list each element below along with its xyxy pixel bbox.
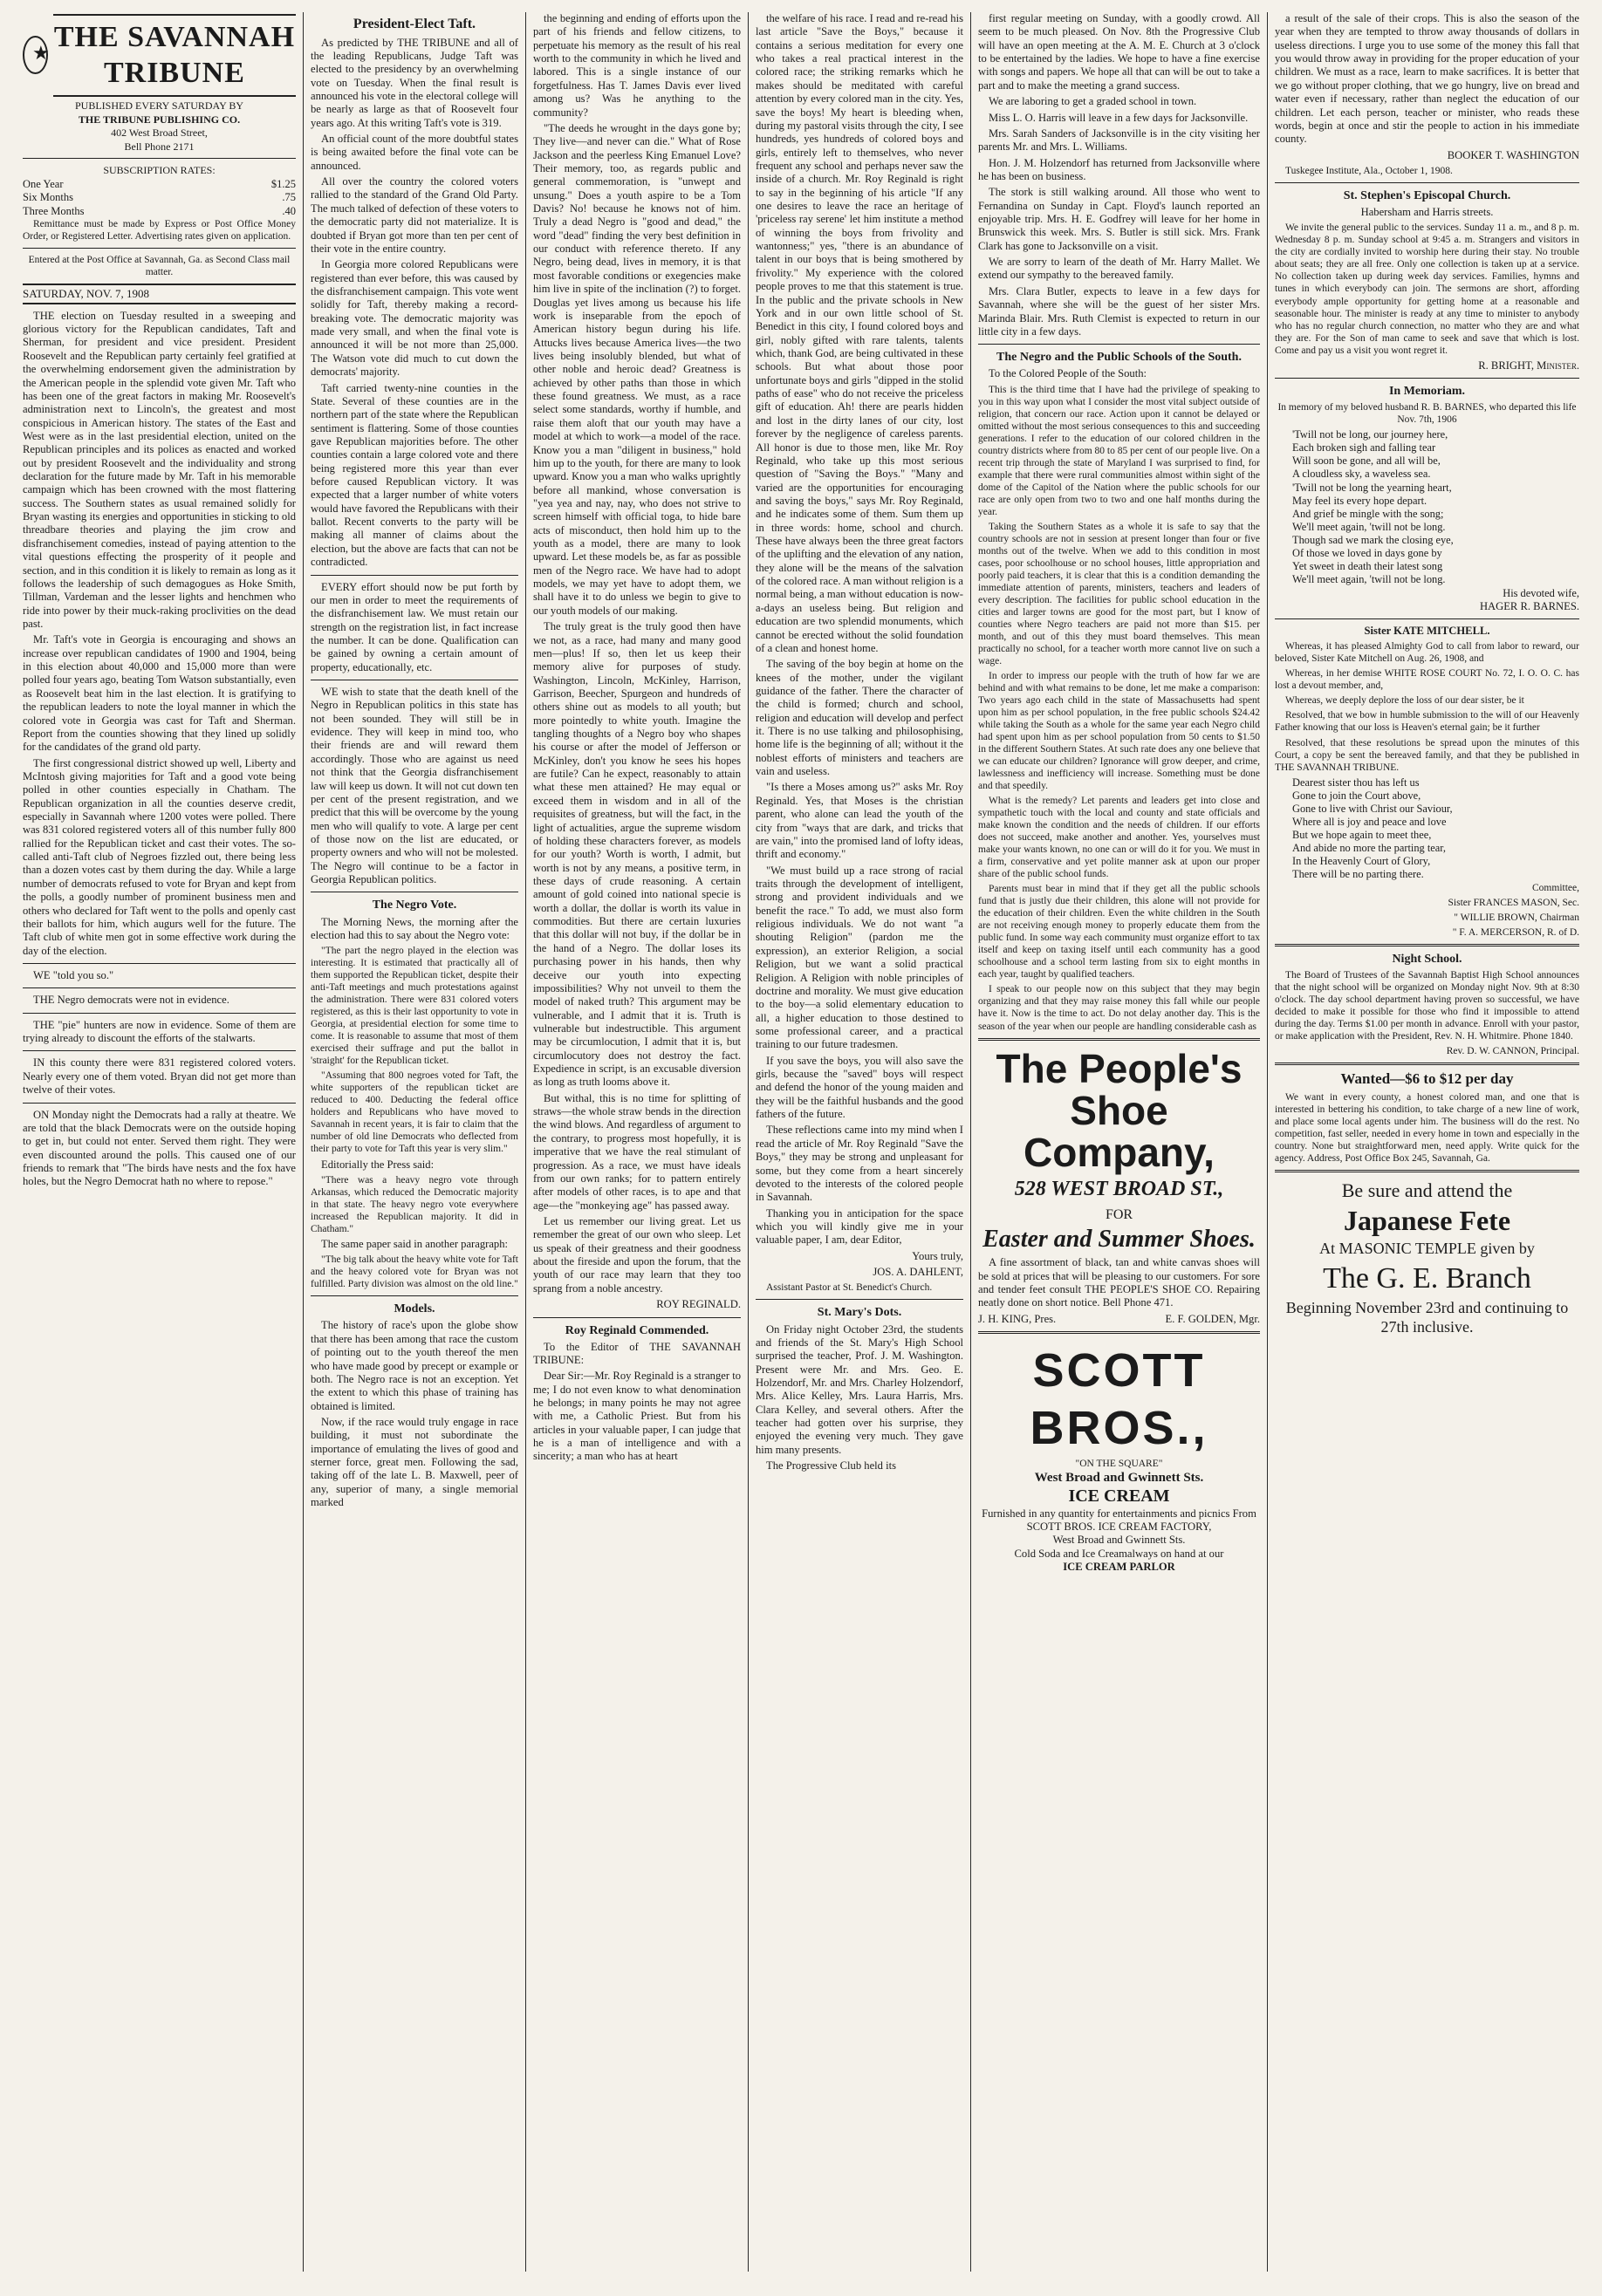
scott-bros-address-2: West Broad and Gwinnett Sts. — [1052, 1534, 1186, 1547]
shoe-company-officers: J. H. KING, Pres. E. F. GOLDEN, Mgr. — [978, 1312, 1260, 1325]
headline-negro-vote: The Negro Vote. — [372, 899, 457, 912]
editorial-para: THE election on Tuesday resulted in a sweeping and glorious victory for the Republican candidates, Taft and Sherman, for president and vice president. President Roosevelt and the Republican party certainly feel gratified at the overwhelming endorsement given the administration by the American people in the splendid vote given Mr. Taft who has been one of the great factors in making Mr. Roosevelt's administration next to Lincoln's, the greatest and most conspicious in American history. The states of the East and West were as in the last presidential election, united on the Republican principles and its polices as enacted and worked out by president Roosevelt and the individuality and strong declaration for the future made by Mr. Taft in his memorable campaign which has been crowned with the most flattering success. The Southern states as usual remained solidly for Bryan wasting its energies and opportunities in sticking to old threadbare theories and playing the jim crow and disfranchisement comedies, instead of paying attention to the vital questions effecting the prosperity of it people and section, and in this condition it is likely to remain as long as it follows the leadership of such demagogues as Hoke Smith, Tillman, Vardeman and the lesser lights and henchmen who ride into power by their muck-raking proclivities on the dead past. — [23, 309, 296, 630]
article-para: Dear Sir:—Mr. Roy Reginald is a stranger to me; I do not even know to what denomination he belongs; in many points he may not agree with me, a Catholic Priest. But from his articles in your valuable paper, I can judge that he is a man of intelligence and with a sincerity; a man who has at heart — [533, 1370, 741, 1463]
article-para: We are sorry to learn of the death of Mr. Harry Mallet. We extend our sympathy to the bereaved family. — [978, 256, 1260, 282]
church-notice: We invite the general public to the services. Sunday 11 a. m., and 8 p. m. Wednesday 8 p. m. Sunday school at 9:45 a. m. Strangers and visitors in the city are cordially invited to worship here during their stay. No trouble about seats; they are all free. Only one collection is taken up at a service. No collection taken up during week day services. Families, hymns and tunes in which everybody can join. The sermons are short, affording everybody ample opportunity for getting home at a reasonable and seasonable hour. The minister is ready at any time to minister to anybody who has no regular church connection, no matter who they are and what they are. For the Son of man came to seek and save that which is lost. Come and pay us a visit you wont regret it. — [1275, 222, 1579, 356]
article-para: The Progressive Club held its — [766, 1459, 897, 1473]
column-6 — [1268, 12, 1586, 2272]
shoe-company-title: The People's Shoe Company, — [996, 1045, 1243, 1176]
remittance-note: Remittance must be made by Express or Post Office Money Order, or Registered Letter. Advertising rates given on application. — [23, 218, 296, 242]
article-para: All over the country the colored voters rallied to the standard of the Grand Old Party. The much talked of defection of these voters to the democratic party did not materialize. It is doubted if Bryan got more than ten per cent of their vote in the entire country. — [311, 175, 518, 255]
article-para: Taft carried twenty-nine counties in the State. Several of these counties are in the northern part of the state where the Republican sentiment is flattering. Some of those counties gave Republican majorities before. The other counties contain a large colored vote and there being registered more this year than ever before caused Republican victory. It was expected that a larger number of white voters would have favored the Republicans with their ballot. Recent converts to the party will be making all manner of claims about the election, but the above are facts that can not be contradicted. — [311, 381, 518, 569]
article-para: Editorially the Press said: — [321, 1158, 435, 1171]
article-para: "Is there a Moses among us?" asks Mr. Roy Reginald. Yes, that Moses is the christian parent, who alone can lead the youth of the city from "ways that are dark, and tricks that are vain," into the promised land of lofty ideas, thrift and economy." — [756, 781, 963, 861]
resolution-poem: Dearest sister thou has left us Gone to join the Court above, Gone to live with Christ our Saviour, Where all is joy and peace and love But we hope again to meet thee, And abide no more the parting tear, In the Heavenly Court of Glory, There will be no parting there. — [1292, 776, 1453, 881]
rate-row: One Year $1.25 — [23, 178, 296, 191]
signature-washington: BOOKER T. WASHINGTON — [1447, 148, 1579, 161]
article-quote: "There was a heavy negro vote through Arkansas, which reduced the Democratic majority in that state. The heavy negro vote everywhere increased the Republican majority. It did in Chatham." — [311, 1174, 518, 1234]
headline-models: Models. — [394, 1302, 435, 1316]
article-para: If you save the boys, you will also save the girls, because the "saved" boys will respect and defend the honor of the young maiden and they will be the faithful husbands and the good fathers of the future. — [756, 1054, 963, 1121]
article-para: As predicted by THE TRIBUNE and all of the leading Republicans, Judge Taft was elected to the presidency by an overwhelming vote on Tuesday. When the final result is announced his vote in the electoral college will be nearly as large as that of Roosevelt four years ago. At this writing Taft's vote is 319. — [311, 36, 518, 129]
article-para: What is the remedy? Let parents and leaders get into close and sympathetic touch with the local and county and state officials and make known the condition and the needs of children. If our efforts does not succeed, make another and another. Yes, yourselves must make your wants known, no one can or will do it for you. We must in a firm, conservative and yet polite manner ask at upon our proper share of the public school funds. — [978, 796, 1260, 880]
article-para: But withal, this is no time for splitting of straws—the whole straw bends in the direction the wind blows. And regardless of argument to the contrary, to progress most hopefully, it is imperative that we have the real stimulant of progression. As a race, we must have ideals from our own ranks; for to pattern entirely after models of other races, is to ape and that age—the "monkeying age" has passed away. — [533, 1091, 741, 1212]
article-para: The history of race's upon the globe show that there has been among that race the custom of pointing out to the youth thereof the men who have made good by precept or example or both. The Negro race is not an exception. Yet the extent to which this phase of training has obtained is limited. — [311, 1319, 518, 1412]
article-para: Thanking you in anticipation for the space which you will kindly give me in your valuable paper, I am, dear Editor, — [756, 1206, 963, 1247]
headline-president-elect: President-Elect Taft. — [353, 17, 476, 31]
article-para: On Friday night October 23rd, the students and friends of the St. Mary's High School surprised the teacher, Prof. J. M. Washington. Present were Mr. and Mrs. Geo. E. Holzendorf, Mr. and Mrs. Charley Holzendorf, Mrs. Alice Kelley, Mrs. Laura Harris, Mrs. Clara Kelley, and several others. After the teacher had gotten over his surprise, they enjoyed the evening very much. They gave him many presents. — [756, 1322, 963, 1456]
article-para: first regular meeting on Sunday, with a goodly crowd. All seem to be much pleased. On Nov. 8th the Progressive Club will have an open meeting at the A. M. E. Church at 3 o'clock to be entertained by the ladies. We hope to have a fine exercise with songs and papers. We hope all that can will be out to take a part and to make the meeting a grand success. — [978, 12, 1260, 92]
article-para: Hon. J. M. Holzendorf has returned from Jacksonville where he has been on business. — [978, 156, 1260, 182]
headline-kate-mitchell: Sister KATE MITCHELL. — [1364, 625, 1490, 638]
shoe-company-for: FOR — [1105, 1206, 1133, 1222]
night-school-notice: The Board of Trustees of the Savannah Baptist High School announces that the night school will be organized on Monday night Nov. 9th at 8:30 o'clock. The day school department having proven so successful, we have decided to make it possible for those who find it impossible to attend during the day. Terms $1.00 per month in advance. Enroll with your pastor, or make application with the President, Rev. N. H. Whitmire. Phone 1840. — [1275, 969, 1579, 1042]
article-para: EVERY effort should now be put forth by our men in order to meet the requirements of the disfranchisement law. We must retain our strength on the registration list, in fact increase the number. It can be done. Qualification can be gained by owning a certain amount of property, educationally, etc. — [311, 580, 518, 673]
letter-salutation: To the Colored People of the South: — [989, 367, 1147, 380]
masthead-published: PUBLISHED EVERY SATURDAY BY — [74, 99, 244, 112]
fete-title: Japanese Fete — [1343, 1205, 1511, 1237]
church-minister: R. BRIGHT, Minister. — [1478, 359, 1579, 372]
memoriam-poem: 'Twill not be long, our journey here, Each broken sigh and falling tear Will soon be gone, and all will be, A cloudless sky, a waveless sea. 'Twill not be long the yearning heart, May feel its every hope depart. And grief be mingle with the song; We'll meet again, 'twill not be long. Though sad we mark the closing eye, Of those we loved in days gone by Yet sweet in death their latest song We'll meet again, 'twill not be long. His devoted wife, — [1292, 428, 1579, 599]
article-para: Mrs. Sarah Sanders of Jacksonville is in the city visiting her parents Mr. and Mrs. L. Williams. — [978, 126, 1260, 154]
date-bar: SATURDAY, NOV. 7, 1908 — [23, 284, 296, 304]
article-para: Miss L. O. Harris will leave in a few days for Jacksonville. — [989, 111, 1249, 124]
article-quote: "The big talk about the heavy white vote for Taft and the heavy colored vote for Bryan was not fulfilled. Party division was almost on the old line." — [311, 1254, 518, 1290]
committee-member: " WILLIE BROWN, Chairman — [1454, 912, 1579, 923]
headline-roy-reginald: Roy Reginald Commended. — [565, 1323, 709, 1337]
memoriam-intro: In memory of my beloved husband R. B. BARNES, who departed this life Nov. 7th, 1906 — [1277, 402, 1577, 426]
sign-off: Yours truly, — [912, 1249, 963, 1262]
headline-wanted: Wanted—$6 to $12 per day — [1340, 1069, 1514, 1087]
fete-venue: At MASONIC TEMPLE given by — [1319, 1240, 1535, 1258]
headline-night-school: Night School. — [1392, 952, 1462, 966]
editorial-para: Mr. Taft's vote in Georgia is encouraging and shows an increase over republican candidates of 1900 and 1904, being in this election about 40,000 and 15,000 more than were polled four years ago, beating Tom Watson substantially, even as Roosevelt beat him in the last election. It is gratifying to the republican leaders to note the loyal manner in which the colored vote in Georgia was cast for Taft and Sherman. Report from the counties showing that they lined up solidly for the candidates of the grand old party. — [23, 633, 296, 754]
rate-row: Three Months .40 — [23, 204, 296, 217]
article-para: WE wish to state that the death knell of the Negro in Republican politics in this state has not been sounded. They will still be in evidence. They will keep in mind too, who their friends are and will reward them accordingly. Those who are against us need not think that the Georgia disfranchisement law will keep us down. It will not cut down ten per cent of the present registration, and we predict that this will be overcome by the young men who will qualify to vote. A large per cent of those now on the list are educated, or property owners and who will not be molested. The Negro will continue to be a factor in Georgia Republican politics. — [311, 686, 518, 886]
article-para: The Morning News, the morning after the election had this to say about the Negro vote: — [311, 915, 518, 941]
article-para: Now, if the race would truly engage in race building, it must not subordinate the importance of emulating the lives of good and sterner force, great men. Following the sad, taking off of the late L. B. Maxwell, peer of any, superior of many, a single memorial marked — [311, 1415, 518, 1509]
column-4 — [749, 12, 971, 2272]
scott-bros-body: Furnished in any quantity for entertainments and picnics From SCOTT BROS. ICE CREAM FACTORY, — [982, 1507, 1256, 1533]
short-item: WE "told you so." — [33, 968, 114, 981]
article-para: The stork is still walking around. All those who went to Fernandina on Sunday in Capt. Floyd's launch reported an enjoyable trip. Mrs. H. E. Godfrey will leave for her home in Brunswick this week. Mrs. S. Butler is still sick. Mrs. Frank Clark has gone to Jacksonville on a visit. — [978, 186, 1260, 252]
memoriam-signature: HAGER R. BARNES. — [1479, 599, 1579, 612]
article-para: The saving of the boy begin at home on the knees of the mother, under the vigilant guidance of the father. There the character of the child is formed; church and school, religion and education will develop and perfect it. There is no use talking and philosophising, home life is the beginning of all; without it the noblest efforts of ministers and teachers are vain and useless. — [756, 658, 963, 778]
fete-intro: Be sure and attend the — [1341, 1179, 1513, 1201]
church-address: Habersham and Harris streets. — [1360, 206, 1494, 219]
letter-salutation: To the Editor of THE SAVANNAH TRIBUNE: — [533, 1340, 741, 1366]
masthead-title: THE SAVANNAH TRIBUNE — [53, 14, 296, 97]
fete-dates: Beginning November 23rd and continuing to 27th inclusive. — [1285, 1298, 1569, 1336]
article-para: Let us remember our living great. Let us remember the great of our own who sleep. Let us speak of their greatness and their goodness about the fireside and upon the forum, that the youth of our race may learn that they too sprang from a noble ancestry. — [533, 1214, 741, 1295]
resolution-para: Whereas, in her demise WHITE ROSE COURT No. 72, I. O. O. C. has lost a devout member, and, — [1275, 668, 1579, 692]
scott-bros-ice-cream: ICE CREAM — [1068, 1486, 1170, 1507]
newspaper-page — [16, 12, 1586, 2272]
column-1 — [16, 12, 304, 2272]
shoe-company-subtitle: Easter and Summer Shoes. — [982, 1226, 1256, 1254]
article-para: Taking the Southern States as a whole it is safe to say that the country schools are not in session at present longer than four or five months out of the twelve. When we add to this condition in most cases, poor schoolhouse or no school houses, little appropriation and poorly paid teachers, it is clear that this is a condition demanding the immediate attention of parents, ministers, teachers and leaders of every description. The facilities for public school education in the cities and larger towns are good for the most part, but I know of counties where Negro teachers are paid not more than $15. per month, and out of this they must board themselves. This mean practically no school, for a teacher worth more cannot live on such a wage. — [978, 521, 1260, 667]
article-para: The same paper said in another paragraph: — [321, 1237, 509, 1250]
article-para: Mrs. Clara Butler, expects to leave in a few days for Savannah, where she will be the guest of her sister Mrs. Marinda Blair. Mrs. Ruth Clemist is expected to return in our little city in a few days. — [978, 284, 1260, 338]
scott-bros-soda: Cold Soda and Ice Creamalways on hand at our — [1014, 1547, 1224, 1560]
article-para: "We must build up a race strong of racial traits through the development of intelligent, strong and provident individuals and we benefit the race." To add, we must also form religious individuals. We do not want "a shouting Religion" (pardon me the expression), an exterior Religion, a social Religion, but we want a solid practical Religion. A Religion with noble principles of doctrine and morality. We must give education to the boy—a solid elementary education to all, a higher education to those destined to some professional career, and a practical training to our future tradesmen. — [756, 864, 963, 1051]
committee-member: Sister FRANCES MASON, Sec. — [1448, 897, 1579, 908]
article-para: Parents must bear in mind that if they get all the public schools fund that is justly due their children, this alone will not provide for the education of their children. Even the white children in the South are not receiving enough money to properly educate them from the public fund. In some way each community must organize effort to tax itself and keep on taxing itself until each community has a good schoolhouse and a school term lasting from six to eight months in each year, taught by qualified teachers. — [978, 884, 1260, 981]
resolution-para: Resolved, that we bow in humble submission to the will of our Heavenly Father knowing that our loss is Heaven's eternal gain; be it further — [1275, 710, 1579, 734]
short-item: THE Negro democrats were not in evidence. — [33, 994, 229, 1007]
article-para: An official count of the more doubtful states is being awaited before the final vote can be announced. — [311, 133, 518, 172]
article-quote: "The part the negro played in the election was interesting. It is estimated that practically all of them supported the Republican ticket, despite their anti-Taft meetings and much protestations against the administration. There were 831 colored voters registered, as this is their last opportunity to vote in Georgia, at presidential election for some time to come. It is reasonable to assume that most of them exercised their suffrage and put the ballot in 'straight' for the Republican ticket. — [311, 946, 518, 1067]
scott-bros-tagline: "ON THE SQUARE" — [1075, 1458, 1163, 1469]
entered-note: Entered at the Post Office at Savannah, Ga. as Second Class mail matter. — [28, 254, 291, 277]
article-para: the beginning and ending of efforts upon the part of his friends and fellow citizens, to perpetuate his memory as the result of his real worth to the community in which he lived and labored. This is a single instance of our forgetfulness. Has T. James Davis ever lived among us? Was he anything to the community? — [533, 12, 741, 119]
tribune-seal-icon — [23, 36, 48, 74]
scott-bros-address: West Broad and Gwinnett Sts. — [1034, 1470, 1204, 1485]
article-para: the welfare of his race. I read and re-read his last article "Save the Boys," because it contains a serious meditation for every one who takes a real practical interest in the colored race; the striking remarks which he makes should be meditated with careful attention by every colored man in the city. Yes, save the boys! My heart is bleeding when, during my pastoral visits through the city, I see hundreds, yes hundreds of colored boys and girls, entirely left to themselves, who never frequent any school and perhaps never saw the inside of a church. Mr. Roy Reginald is right to say in the beginning of his article "If any one desires to leave the race an heritage of 'priceless ray serene' let him institute a method of winning the boys from frivolity and wantonness;" yes, "there is an abundance of talent in our boys that is being smothered by frivolity." My experience with the colored people proves to me that this statement is true. In the public and the private schools in New York and in our own little school of St. Benedict in this city, I found colored boys and girl, nobly gifted with rare talents, talents which, thank God, are being cultivated in these schools. But what about those poor unfortunate boys and girls "dipped in the stolid paths of ease" who do not receive the priceless gift of education. Ah! there are pearls hidden and lost in the dirty lanes of our city, lost forever by the negligence of careless parents. All honor is due to those men, like Mr. Roy Reginald, who take up this most serious question of "Saving the Boys." "Many and varied are the opportunities for encouraging and saving the boys," says Mr. Roy Reginald, and he indicates some of them. Sum them up in three words: home, school and church. These have always been the three great factors of the uplifting and the elevation of any nation, they alone will be the means of the salvation of the colored race. A man without religion is a normal being, a man without education is now-a-days an useless being. But religion and education are two splendid monuments, which cannot be erected without the solid foundation of a clean and honest home. — [756, 12, 963, 654]
article-para: This is the third time that I have had the privilege of speaking to you in this way upon what I consider the most vital subject outside of religion, that concern our race. Action upon it cannot be delayed or omitted without the most serious consequences to this and succeeding generations. I refer to the education of our colored children in the country districts where from 80 to 85 per cent of our people live. On a recent trip through the state of Maryland I was surprised to find, for example that there were rural communities almost within sight of the dome of the Capitol of the Nation where the public schools for our race are only open from two to two and one half months during the year. — [978, 384, 1260, 517]
rates-header: SUBSCRIPTION RATES: — [103, 164, 216, 177]
article-para: In order to impress our people with the truth of how far we are behind and with what remains to be done, let me make a comparison: Two years ago each child in the state of Massachusetts had spent upon him as per school population, in the free public schools $24.42 while taking the South as a whole for the same year each Negro child had spent upon him as per school population from 50 cents to $1.50 in the different Southern States. At such rate does any one believe that we can educate our children? Ignorance will grow deeper, and crime, lawlessness and inefficiency will increase. Something must be done and that speedily. — [978, 671, 1260, 792]
masthead-address: 402 West Broad Street, — [111, 126, 208, 140]
article-para: a result of the sale of their crops. This is also the season of the year when they are tempted to throw away thousands of dollars in useless directions. I urge you to use some of the money this fall that you would throw away in providing for the proper education of your children. We must as a race, learn to make sacrifices. It is better that we go without proper clothing, that we go hungry, live on bread and water even if necessary, rather than neglect the education of our children. Let each person, teacher or minister, who reads these words, begin at once and stir the people to action in his immediate county. — [1275, 12, 1579, 146]
article-para: We are laboring to get a graded school in town. — [989, 95, 1197, 108]
resolution-para: Whereas, it has pleased Almighty God to call from labor to reward, our beloved, Sister Kate Mitchell on Aug. 26, 1908, and — [1275, 641, 1579, 665]
resolution-para: Resolved, that these resolutions be spread upon the minutes of this Court, a copy be sent the bereaved family, and that they be published in THE SAVANNAH TRIBUNE. — [1275, 737, 1579, 773]
headline-st-stephens: St. Stephen's Episcopal Church. — [1343, 188, 1511, 202]
article-para: In Georgia more colored Republicans were registered than ever before, this was caused by the disfranchisement campaign. This vote went solidly for Taft, thereby making a record-breaking vote. The democratic majority was made very small, and when the final vote is announced it will be not more than 25,000. The Watson vote did much to cut down the democrats' majority. — [311, 258, 518, 379]
column-5 — [971, 12, 1268, 2272]
masthead-company: THE TRIBUNE PUBLISHING CO. — [78, 113, 241, 126]
scott-bros-title: SCOTT BROS., — [1030, 1344, 1208, 1455]
night-school-principal: Rev. D. W. CANNON, Principal. — [1446, 1045, 1579, 1056]
headline-st-marys: St. Mary's Dots. — [817, 1306, 902, 1320]
fete-host: The G. E. Branch — [1323, 1262, 1531, 1295]
column-3 — [526, 12, 749, 2272]
sign-name: JOS. A. DAHLENT, — [873, 1266, 963, 1279]
short-item: ON Monday night the Democrats had a rally at theatre. We are told that the black Democrats were on the outside hoping to get in, but could not enter. Served them right. They were even discounted around the polls. This caused one of our friends to remark that "The birds have nests and the fox have holes, but the Negro Democrat hath no where to repose." — [23, 1108, 296, 1188]
editorial-para: The first congressional district showed up well, Liberty and McIntosh giving majorities for Taft and a good vote being polled in other counties especially in Chatham. The Republican organization in all the counties deserve credit, especially in Savannah where 1200 votes were polled. There was 831 colored registered voters all of this number fully 800 rallied for the Republican ticket and cast their votes. The so-called anti-Taft club of Negroes fizzled out, there being less than a dozen votes cast by them during the day. While a large number of democrats refused to vote for Bryan and kept from the polls, a goodly number of prominent business men and others who declared for Taft went to the polls and openly cast their ballots for him, which augurs well for the future. The Taft club of white men got in some effective work during the day of the election. — [23, 756, 296, 957]
article-para: These reflections came into my mind when I read the article of Mr. Roy Reginald "Save the Boys," they may be strong and unpleasant for some, but they come from a heart sincerely devoted to the interests of the colored people in Savannah. — [756, 1124, 963, 1204]
short-item: IN this county there were 831 registered colored voters. Nearly every one of them voted. Bryan did not get more than twelve of their votes. — [23, 1056, 296, 1097]
resolution-para: Whereas, we deeply deplore the loss of our dear sister, be it — [1285, 695, 1524, 707]
signature: ROY REGINALD. — [656, 1298, 741, 1311]
committee-label: Committee, — [1532, 882, 1579, 893]
headline-negro-public-schools: The Negro and the Public Schools of the South. — [996, 351, 1242, 365]
article-para: I speak to our people now on this subject that they may begin organizing and that they may raise money this fall while our people have it. Now is the time to act. Do not delay another day. This is the season of the year when our people are handling considerable cash as — [978, 984, 1260, 1032]
short-item: THE "pie" hunters are now in evidence. Some of them are trying already to discount the efforts of the stalwarts. — [23, 1018, 296, 1045]
shoe-company-address: 528 WEST BROAD ST., — [1014, 1178, 1224, 1201]
masthead-phone: Bell Phone 2171 — [124, 140, 195, 153]
headline-in-memoriam: In Memoriam. — [1388, 384, 1466, 398]
scott-bros-parlor: ICE CREAM PARLOR — [1063, 1561, 1175, 1574]
rate-row: Six Months .75 — [23, 191, 296, 204]
wanted-notice: We want in every county, a honest colored man, and one that is interested in bettering his condition, to take charge of a new line of work, and place some local agents under him. The business will do the rest. No competition, fast seller, needed in every home in town and especially in the country. None but straightforward men, need apply. Write quick for the agency. Address, Post Office Box 245, Savannah, Ga. — [1275, 1091, 1579, 1164]
column-2 — [304, 12, 526, 2272]
article-quote: "Assuming that 800 negroes voted for Taft, the white supporters of the republican ticket are reduced to 400. Deducting the federal office holders and Republicans who have moved to Savannah in recent years, it is fair to claim that the number of old line Democrats who deflected from their party to vote for Taft this year is very slim." — [311, 1070, 518, 1155]
article-para: "The deeds he wrought in the days gone by; They live—and never can die." What of Rose Jackson and the peerless King Emanuel Love? Their memory, too, as regards public and general commemoration, is "unwept and unsung." Does a youth aspire to be a Tom Davis? No! because he knows not of him. Truly a dead Negro is "good and dead," the word "dead" finding the very best definition in our conduct with reference thereto. If any Negro, being dead, lives in memory, it is that most favorable conditions or exegencies make him live in spite of the inclination (?) to forget. Douglas yet lives among us because his life work is inseparable from the epoch of American history begun during his life. Attucks lives because America lives—the two lives being insolubly blended, but what of other noble and heroic dead? Greatness is achieved by other paths than those in which these found greatness. We must, as a race select some standards, worthy if humble, and raise them aloft that our youth may have a model at which to work—a model of the race. Know you a man "diligent in business," hold him up to the youth, for there are many to look upward. Know you a man who walks uprightly before all mankind, whose conversation is "yea yea and nay, nay, who does not strive to screen himself with official toga, to hide bare acts of misconduct, then hold him up to the youth as a model, there are many to look upward. Let these models be, as far as possible men of the Negro race. We have had to adopt models, we may yet have to adopt them, we shall have it to do unless we begin to give to our youth models of our making. — [533, 121, 741, 617]
committee-member: " F. A. MERCERSON, R. of D. — [1452, 926, 1579, 938]
signature-place: Tuskegee Institute, Ala., October 1, 1908. — [1285, 165, 1453, 176]
masthead — [23, 12, 296, 99]
shoe-company-body: A fine assortment of black, tan and white canvas shoes will be sold at prices that will be pleasing to our customers. For sore and tender feet consult THE PEOPLE'S SHOE CO. Repairing neatly done on short notice. Bell Phone 471. — [978, 1256, 1260, 1309]
article-para: The truly great is the truly good then have we not, as a race, had many and many good men—plus! If so, then let us keep their memory alive for purposes of study. Washington, Lincoln, McKinley, Harrison, Garrison, Beecher, Spurgeon and hundreds of others shine out as models to all youth; but more pointedly to white youth. Imagine the tangling thoughts of a Negro boy who shapes his course or after the model of Jefferson or McKinley, don't you know he sees his hopes are futile? Can he expect, reasonably to attain what these men attained? He may equal or exceed them in wisdom and in all of the requisites of greatness, but will the fact, in the light of actualities, argue the supreme wisdom of holding these characters forever, as models for our youth? Worth is worth, I admit, but worth is not by any means, a positive term, in these days of crude reasoning. A certain amount of gold coined into national specie is worth a dollar, the dollar is worth its value in commodities. But there are certain luxuries that this dollar will not buy, if the dollar be in the hand of a Negro. The dollar loses its purchasing power in his hands, then why deceive our youth into expecting impossibilities? Why not unveil to them the model of naked truth? This argument may be vulnerable, and I admit that it is. Truth is vulnerable but indestructible. This argument may be circumlocution, I admit that it is, but circumlocutory does not destroy the fact. Expedience in script, is an excusable diversion as long as truth looms above it. — [533, 620, 741, 1089]
sign-title: Assistant Pastor at St. Benedict's Church. — [766, 1282, 933, 1294]
